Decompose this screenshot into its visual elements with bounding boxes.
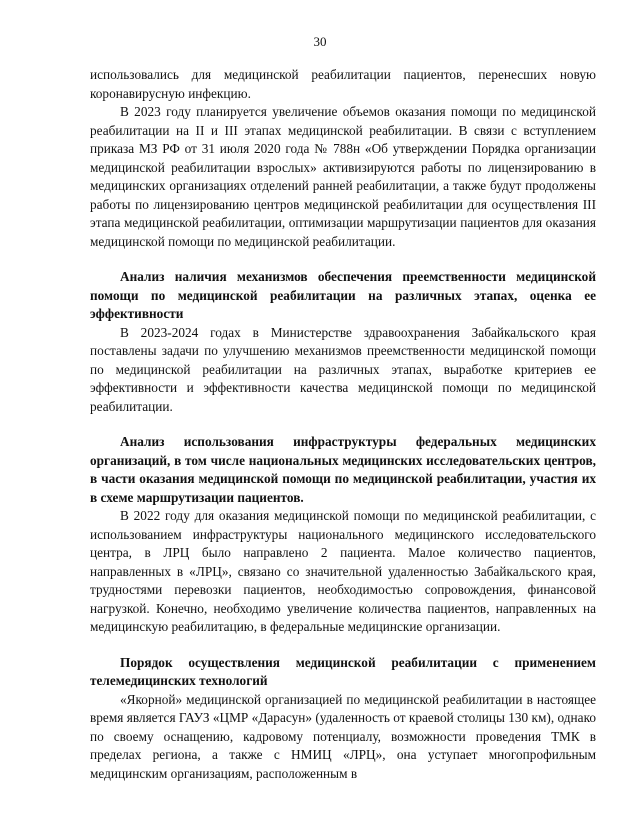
page-number: 30 — [313, 34, 327, 49]
paragraph-telemedicine: «Якорной» медицинской организацией по медицинской реабилитации в настоящее время является ГАУЗ «ЦМР «Дарасун» (удаленность от краевой столицы 130 км), однако по своему оснащению, кадровому потенциалу, возможности проведения ТМК в пределах региона, а также с НМИЦ «ЛРЦ», она уступает многопрофильным медицинским организациям, расположенным в — [90, 691, 596, 781]
paragraph-federal-infrastructure: В 2022 году для оказания медицинской помощи по медицинской реабилитации, с использованием инфраструктуры национального медицинского исследовательского центра, в ЛРЦ было направлено 2 пациента. Малое количество пациентов, направленных в «ЛРЦ», связано со значительной удаленностью Забайкальского края, трудностями перевозки пациентов, необходимостью сопровождения, финансовой нагрузкой. Конечно, необходимо увеличение количества пациентов, направленных на медицинскую реабилитацию, в федеральные медицинские организации. — [90, 508, 596, 634]
document-body — [90, 66, 596, 783]
section-heading-telemedicine: Порядок осуществления медицинской реабилитации с применением телемедицинских технологий — [90, 654, 596, 688]
paragraph-continuity: В 2023-2024 годах в Министерстве здравоохранения Забайкальского края поставлены задачи по улучшению механизмов преемственности медицинской помощи по медицинской реабилитации на различных этапах, выработке критериев ее эффективности и эффективности качества медицинской помощи по медицинской реабилитации. — [90, 324, 596, 414]
paragraph-plans-2023: В 2023 году планируется увеличение объемов оказания помощи по медицинской реабилитации на II и III этапах медицинской реабилитации. В связи с вступлением приказа МЗ РФ от 31 июля 2020 года № 788н «Об утверждении Порядка организации медицинской реабилитации взрослых» активизируются работы по лицензированию в медицинских организациях отделений ранней реабилитации, а также будут продолжены работы по лицензированию центров медицинской реабилитации для осуществления III этапа медицинской реабилитации, оптимизации маршрутизации пациентов для оказания медицинской помощи по медицинской реабилитации. — [90, 104, 596, 249]
section-heading-continuity: Анализ наличия механизмов обеспечения преемственности медицинской помощи по медицинской реабилитации на различных этапах, оценка ее эффективности — [90, 269, 596, 321]
section-heading-federal-infrastructure: Анализ использования инфраструктуры федеральных медицинских организаций, в том числе национальных медицинских исследовательских центров, в части оказания медицинской помощи по медицинской реабилитации, участия их в схеме маршрутизации пациентов. — [90, 434, 596, 505]
paragraph-continuation: использовались для медицинской реабилитации пациентов, перенесших новую коронавирусную инфекцию. — [90, 67, 596, 101]
